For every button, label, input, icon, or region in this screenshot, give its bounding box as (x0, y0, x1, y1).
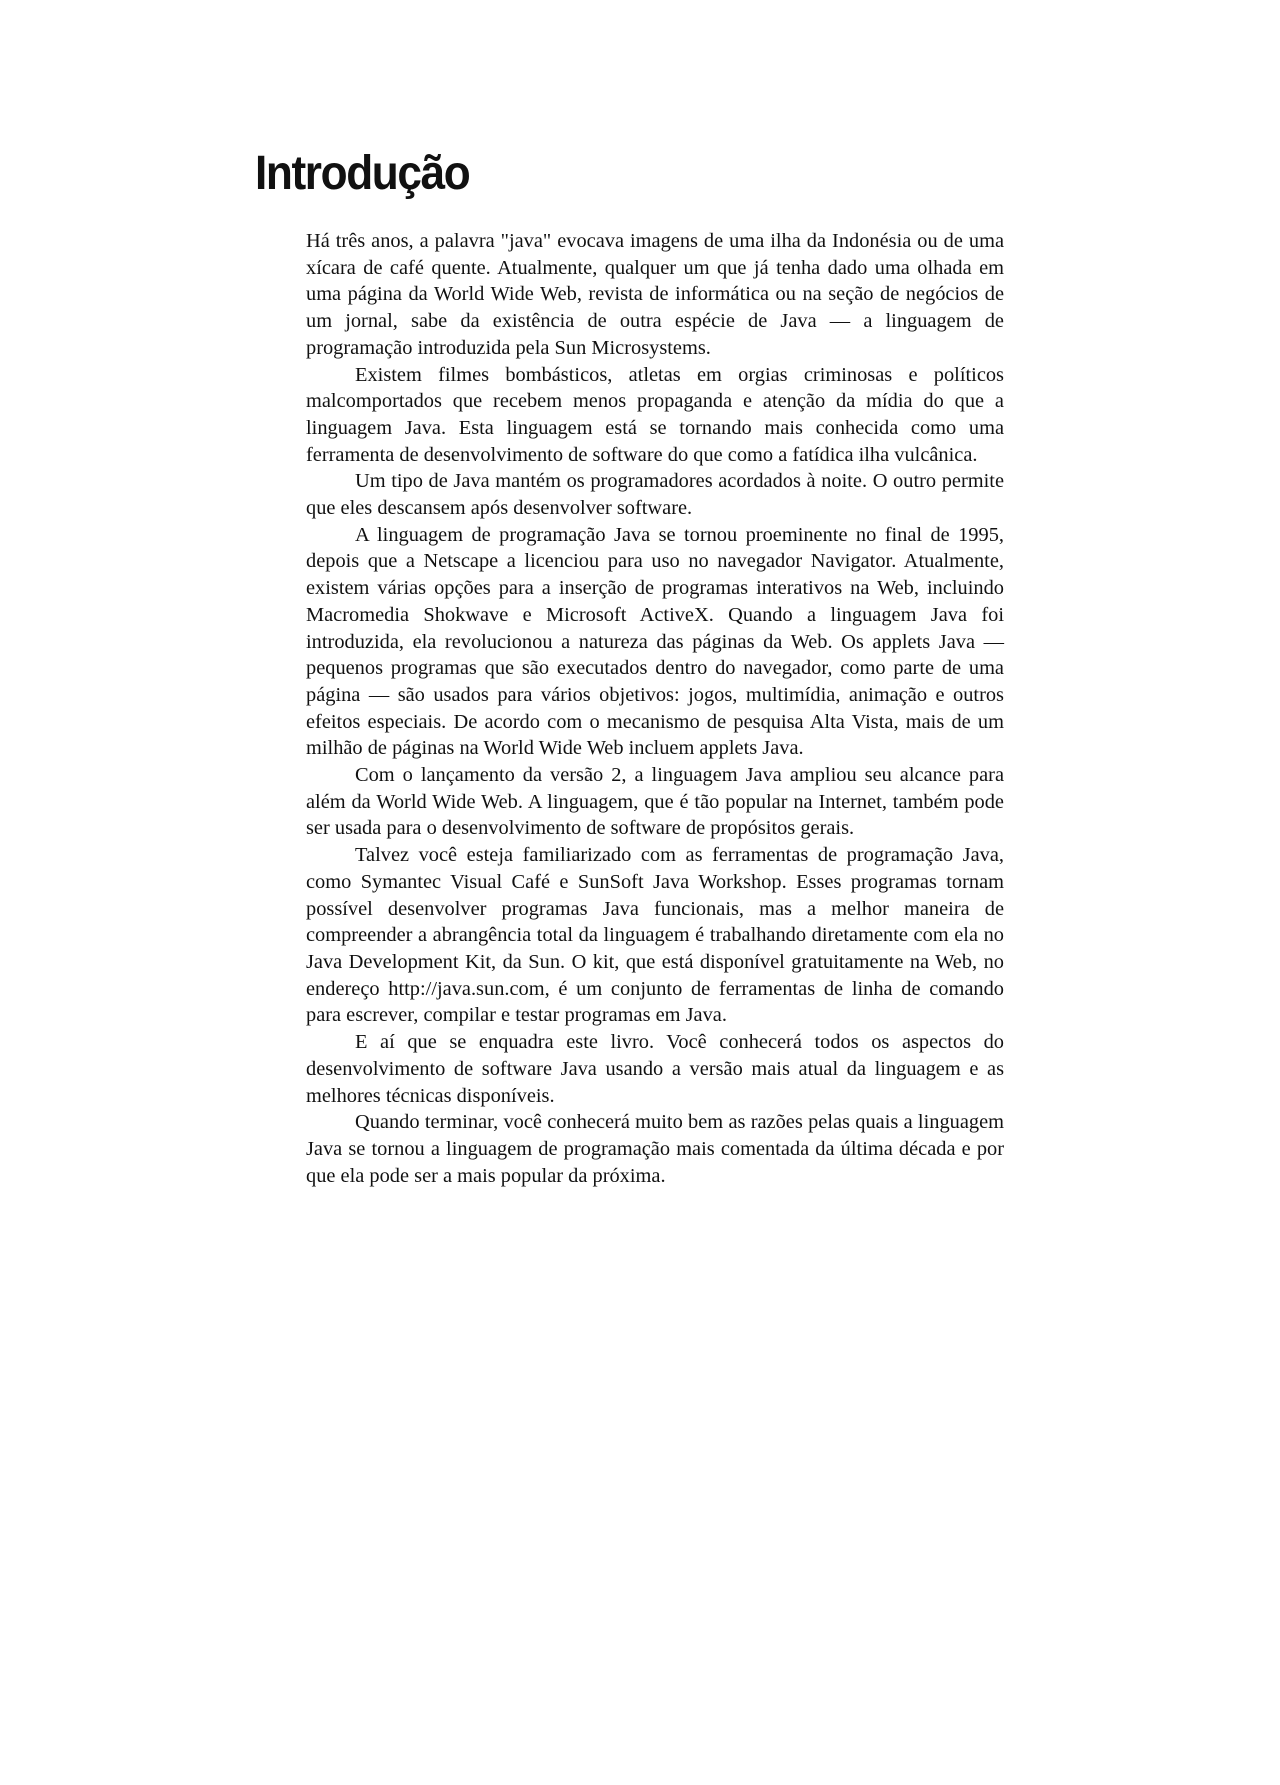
paragraph-8: Quando terminar, você conhecerá muito bem as razões pelas quais a linguagem Java se tornou a linguagem de programação mais comentada da última década e por que ela pode ser a mais popular da próxima. (306, 1111, 1004, 1187)
paragraph-5: Com o lançamento da versão 2, a linguagem Java ampliou seu alcance para além da World Wide Web. A linguagem, que é tão popular na Internet, também pode ser usada para o desenvolvimento de software de propósitos gerais. (306, 764, 1004, 840)
paragraph-1: Há três anos, a palavra "java" evocava imagens de uma ilha da Indonésia ou de uma xícara de café quente. Atualmente, qualquer um que já tenha dado uma olhada em uma página da World Wide Web, revista de informática ou na seção de negócios de um jornal, sabe da existência de outra espécie de Java — a linguagem de programação introduzida pela Sun Microsystems. (306, 230, 1004, 359)
paragraph-6: Talvez você esteja familiarizado com as ferramentas de programação Java, como Symantec Visual Café e SunSoft Java Workshop. Esses programas tornam possível desenvolver programas Java funcionais, mas a melhor maneira de compreender a abrangência total da linguagem é trabalhando diretamente com ela no Java Development Kit, da Sun. O kit, que está disponível gratuitamente na Web, no endereço http://java.sun.com, é um conjunto de ferramentas de linha de comando para escrever, compilar e testar programas em Java. (306, 844, 1004, 1027)
paragraph-4: A linguagem de programação Java se tornou proeminente no final de 1995, depois que a Netscape a licenciou para uso no navegador Navigator. Atualmente, existem várias opções para a inserção de programas interativos na Web, incluindo Macromedia Shokwave e Microsoft ActiveX. Quando a linguagem Java foi introduzida, ela revolucionou a natureza das páginas da Web. Os applets Java — pequenos programas que são executados dentro do navegador, como parte de uma página — são usados para vários objetivos: jogos, multimídia, animação e outros efeitos especiais. De acordo com o mecanismo de pesquisa Alta Vista, mais de um milhão de páginas na World Wide Web incluem applets Java. (306, 523, 1004, 760)
body-text (306, 228, 1004, 1189)
paragraph-2: Existem filmes bombásticos, atletas em orgias criminosas e políticos malcomportados que recebem menos propaganda e atenção da mídia do que a linguagem Java. Esta linguagem está se tornando mais conhecida como uma ferramenta de desenvolvimento de software do que como a fatídica ilha vulcânica. (306, 363, 1004, 466)
chapter-title: Introdução (255, 147, 470, 200)
paragraph-7: E aí que se enquadra este livro. Você conhecerá todos os aspectos do desenvolvimento de software Java usando a versão mais atual da linguagem e as melhores técnicas disponíveis. (306, 1031, 1004, 1107)
paragraph-3: Um tipo de Java mantém os programadores acordados à noite. O outro permite que eles descansem após desenvolver software. (306, 470, 1004, 520)
